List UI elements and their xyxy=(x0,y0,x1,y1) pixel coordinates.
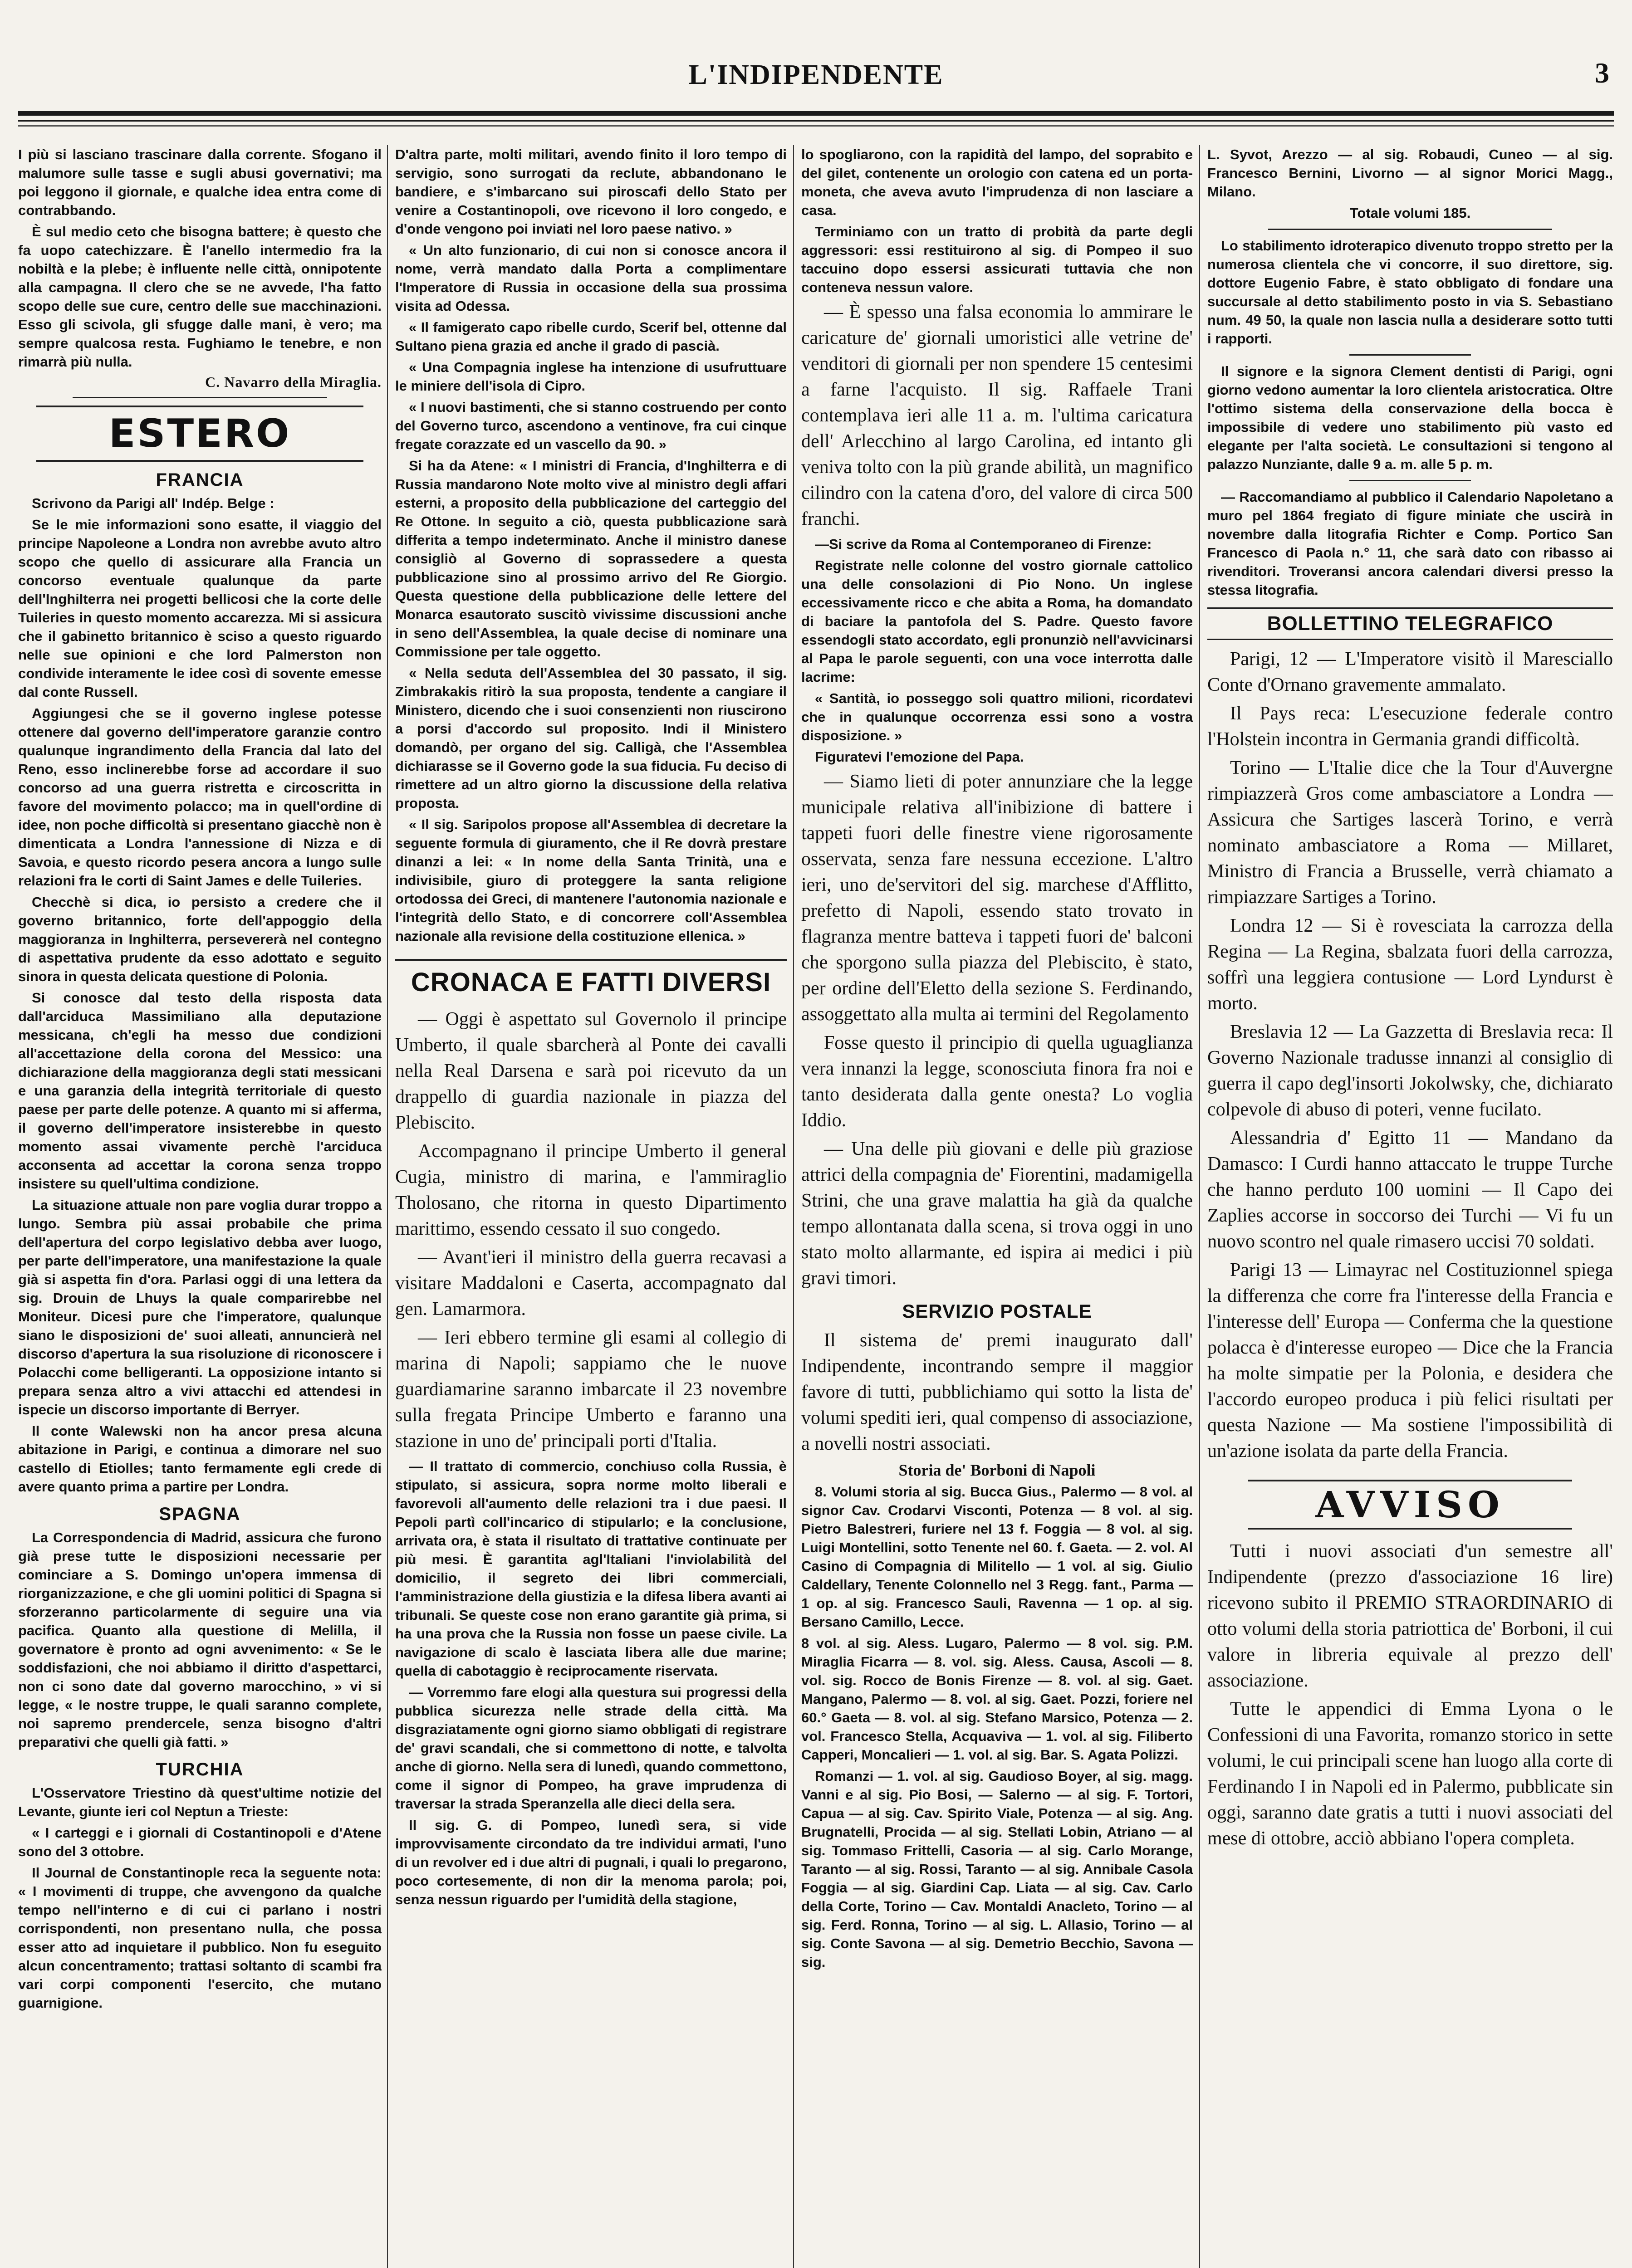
news-item: — È spesso una falsa economia lo ammirare le caricature de' giornali umoristici alle vetrine de' venditori di giornali per non spendere 15 centesimi a farne l'acquisto. Il sig. Raffaele Trani contemplava ieri alle 11 a. m. l'ultima caricatura dell' Arlecchino al largo Carolina, ed intanto gli veniva tolto con la più grande abilità, un magnifico cilindro con la catena d'oro, del valore di circa 500 franchi. xyxy=(801,302,1193,529)
article-paragraph: Il Journal de Constantinople reca la seguente nota: « I movimenti di truppe, che avvengono da qualche tempo nell'interno e di cui ci parlano i nostri corrispondenti, non presentano nulla, che possa esser atto ad inquietare il pubblico. Non fu eseguito alcun concentramento; trattasi soltanto di scambi fra vari corpi componenti l'esercito, che mutano guarnigione. xyxy=(18,1865,382,2011)
section-title-servizio-postale: SERVIZIO POSTALE xyxy=(902,1300,1092,1322)
article-paragraph: L'Osservatore Triestino dà quest'ultime notizie del Levante, giunte ieri col Neptun a Trieste: xyxy=(18,1785,382,1819)
column-2 xyxy=(388,145,794,2268)
article-paragraph: Checchè si dica, io persisto a credere che il governo britannico, forte dell'appoggio della maggioranza in Inghilterra, persevererà nel contegno di aspettativa prudente da esso adottato e seguito sinora in questa delicata questione di Polonia. xyxy=(18,894,382,984)
article-paragraph: « Il sig. Saripolos propose all'Assemblea di decretare la seguente formula di giuramento, che il Re dovrà prestare dinanzi a lei: « In nome della Santa Trinità, una e indivisibile, giuro di proteggere la santa religione ortodossa dei Greci, di mantenere l'autonomia nazionale e l'integrità dello Stato, e di concorrere coll'Assemblea nazionale alla revisione della costituzione ellenica. » xyxy=(395,816,787,944)
shipment-list: Romanzi — 1. vol. al sig. Gaudioso Boyer, al sig. magg. Vanni e al sig. Pio Bosi, — Salerno — al sig. F. Tortori, Capua — al sig. Cav. Spirito Viale, Potenza — al sig. Ang. Brugnatelli, Procida — al sig. Stellati Lobin, Atriano — al sig. Tommaso Frittelli, Casoria — al sig. Carlo Morange, Taranto — al sig. Rossi, Taranto — al sig. Annibale Casola Foggia — al sig. Giardini Cap. Liata — al sig. Cav. Carlo della Corte, Torino — Cav. Montaldi Anacleto, Torino — al sig. Ferd. Ronna, Torino — al sig. L. Allasio, Torino — al sig. Conte Savona — al sig. Demetrio Becchio, Savona — sig. xyxy=(801,1768,1193,1970)
page-number: 3 xyxy=(1595,57,1609,89)
section-title-bollettino: BOLLETTINO TELEGRAFICO xyxy=(1207,607,1613,640)
article-paragraph: Aggiungesi che se il governo inglese potesse ottenere dal governo dell'imperatore garanzie contro qualunque ingrandimento della Francia dal lato del Reno, esso inclinerebbe forse ad accordare il suo concorso ad una guerra ristretta e circoscritta in favore del movimento polacco; ma in quell'ordine di idee, non poche difficoltà si presentano giacchè non è dimenticata a Londra l'annessione di Nizza e di Savoia, e questo ricordo pesera ancora a lungo sulle relazioni fra le corti di Saint James e delle Tuileries. xyxy=(18,705,382,889)
news-item: — Oggi è aspettato sul Governolo il principe Umberto, il quale sbarcherà al Ponte dei cavalli nella Real Darsena e sarà poi ricevuto da un drappello di guardia nazionale in piazza del Plebiscito. xyxy=(395,1009,787,1133)
article-paragraph: I più si lasciano trascinare dalla corrente. Sfogano il malumore sulle tasse e sugli abusi governativi; ma poi leggono il giornale, e qualche idea entra come di contrabbando. xyxy=(18,147,382,218)
column-4 xyxy=(1200,145,1613,2268)
notice-paragraph: Lo stabilimento idroterapico divenuto troppo stretto per la numerosa clientela che vi concorre, il suo direttore, sig. dottore Eugenio Fabre, è stato obbligato di fondare una succursale al detto stabilimento posto in via S. Sebastiano num. 49 50, la quale non lascia nulla a desiderare sotto tutti i rapporti. xyxy=(1207,238,1613,347)
article-paragraph: Si conosce dal testo della risposta data dall'arciduca Massimiliano alla deputazione messicana, ch'egli ha messo due condizioni all'accettazione della corona del Messico: una dichiarazione della maggioranza degli stati messicani e una garanzia della integrità territoriale di questo paese per parte delle potenze. A quanto mi si afferma, il governo dell'imperatore insisterebbe in questo momento assai vivamente perchè l'arciduca acconsenta ad accettar la corona senza troppo insistere su quell'ultima condizione. xyxy=(18,990,382,1192)
masthead-rule-thick xyxy=(18,111,1614,116)
article-paragraph: La Correspondencia di Madrid, assicura che furono già prese tutte le disposizioni necessarie per cominciare a S. Domingo un'opera immensa di riorganizzazione, e che gli uomini politici di Spagna si sforzeranno particolarmente di seguire una via pacifica. Quanto alla questione di Melilla, il governatore è pronto ad ogni avvenimento: « Se le soddisfazioni, che noi abbiamo il diritto d'aspettarci, non ci sono date dal governo marocchino, » vi si legge, « le nostre truppe, le quali saranno complete, noi sapremo prendercele, senza bisogno d'altri preparativi che quelli già fatti. » xyxy=(18,1530,382,1750)
notice-paragraph: — Raccomandiamo al pubblico il Calendario Napoletano a muro pel 1864 fregiato di figure miniate che uscirà in novembre dalla litografia Richter e Comp. Portico San Francesco di Paola n.° 11, che sarà dato con ribasso ai rivenditori. Troveransi ancora calendari diversi presso la stessa litografia. xyxy=(1207,489,1613,598)
article-paragraph: Il sig. G. di Pompeo, lunedì sera, si vide improvvisamente circondato da tre individui armati, l'uno di un revolver ed i due altri di pugnali, i quali lo pregarono, poco cortesemente, di non dir la menoma parola; poi, senza nessun riguardo per l'umidità della stagione, xyxy=(395,1817,787,1907)
notice-paragraph: Tutte le appendici di Emma Lyona o le Confessioni di una Favorita, romanzo storico in sette volumi, le cui principali scene han luogo alla corte di Ferdinando I in Napoli ed in Palermo, pubblicate sin oggi, saranno date gratis a tutti i nuovi associati del mese di ottobre, acciò abbiano l'opera completa. xyxy=(1207,1699,1613,1849)
article-paragraph: « Santità, io posseggo soli quattro milioni, ricordatevi che in qualunque occorrenza essi sono a vostra disposizione. » xyxy=(801,690,1193,743)
newspaper-title: L'INDIPENDENTE xyxy=(688,59,944,90)
notice-paragraph: Il signore e la signora Clement dentisti di Parigi, ogni giorno vedono aumentar la loro clientela aristocratica. Oltre l'ottimo sistema della conservazione della bocca è impossibile di vedere uno stabilimento più vasto ed elegante per l'alta società. Le consultazioni si tengono al palazzo Nunziante, dalle 9 a. m. alle 5 p. m. xyxy=(1207,363,1613,472)
column-1 xyxy=(18,145,388,2268)
article-paragraph: « I nuovi bastimenti, che si stanno costruendo per conto del Governo turco, ascendono a ventinove, fra cui cinque fregate corazzate ed un vascello da 90. » xyxy=(395,399,787,452)
notice-paragraph: Tutti i nuovi associati d'un semestre all' Indipendente (prezzo d'associazione 16 lire) ricevono subito il PREMIO STRAORDINARIO di otto volumi della storia patriottica de' Borboni, il cui valore in libreria equivale al prezzo dell' associazione. xyxy=(1207,1541,1613,1691)
section-title-estero: ESTERO xyxy=(36,406,363,462)
news-item: — Siamo lieti di poter annunziare che la legge municipale relativa all'inibizione di battere i tappeti fuori delle finestre viene rigorosamente osservata, senza fare nessuna eccezione. L'altro ieri, uno de'servitori del sig. marchese d'Afflitto, prefetto di Napoli, essendo stato trovato in flagranza mentre batteva i tappeti fuori de' balconi che sporgono sulla piazza del Plebiscito, è stato, per ordine dell'Eletto della sezione S. Ferdinando, assoggettato alla multa ai termini del Regolamento xyxy=(801,771,1193,1025)
article-paragraph: « Una Compagnia inglese ha intenzione di usufruttuare le miniere dell'isola di Cipro. xyxy=(395,359,787,394)
shipment-list: 8. Volumi storia al sig. Bucca Gius., Palermo — 8 vol. al signor Cav. Crodarvi Visconti, Potenza — 8 vol. al sig. Pietro Balestreri, furiere nel 13 f. Foggia — 8 vol. al sig. Luigi Montellini, sotto Tenente nel 60. f. Gaeta. — 2. vol. Al Casino di Compagnia di Militello — 1 vol. al sig. Giulio Caldellary, Tenente Colonnello nel 3 Regg. fant., Parma — 1 op. al sig. Francesco Sauli, Ravenna — 1 op. al sig. Bersano Camillo, Lecce. xyxy=(801,1484,1193,1630)
article-paragraph: lo spogliarono, con la rapidità del lampo, del soprabito e del gilet, contenente un orologio con catena ed un porta-moneta, che aveva avuto l'imprudenza di non lasciare a casa. xyxy=(801,147,1193,218)
article-paragraph: — Il trattato di commercio, conchiuso colla Russia, è stipulato, si assicura, sopra norme molto liberali e favorevoli all'aumento delle relazioni tra i due paesi. Il Pepoli partì coll'incarico di stipularlo; e la conclusione, arrivata ora, è stata il risultato di trattative continuate per più mesi. È garantita agl'Italiani l'inviolabilità del domicilio, il segreto dei libri commerciali, l'amministrazione della giustizia e la difesa libera avanti ai tribunali. Se queste cose non erano garantite già prima, si ha una prova che la Russia non fosse un paese civile. La navigazione di scalo è lasciata libera alle due marine; quella di cabotaggio è reciprocamente riservata. xyxy=(395,1458,787,1679)
subsection-title-francia: FRANCIA xyxy=(156,470,244,490)
article-paragraph: Il conte Walewski non ha ancor presa alcuna abitazione in Parigi, e continua a dimorare nel suo castello di Etiolles; tanto fermamente egli crede di avere quanto prima a partire per Londra. xyxy=(18,1423,382,1495)
shipment-list: L. Syvot, Arezzo — al sig. Robaudi, Cuneo — al sig. Francesco Bernini, Livorno — al signor Morici Magg., Milano. xyxy=(1207,147,1613,200)
shipment-list: 8 vol. al sig. Aless. Lugaro, Palermo — 8 vol. sig. P.M. Miraglia Ficarra — 8. vol. sig. Aless. Causa, Ascoli — 8. vol. sig. Rocco de Bonis Firenze — 8. vol. al sig. Gaet. Mangano, Palermo — 8. vol. al sig. Gaet. Pozzi, foriere nel 60.° Gaeta — 8. vol. al sig. Stefano Marsico, Potenza — 2. vol. Francesco Stella, Acquaviva — 1. vol. al sig. Filiberto Capperi, Moncalieri — 1. vol. al sig. Bar. S. Agata Polizzi. xyxy=(801,1635,1193,1763)
article-paragraph: Si ha da Atene: « I ministri di Francia, d'Inghilterra e di Russia mandarono Note molto vive al ministro degli affari esterni, a proposito della pubblicazione del carteggio del Re Ottone. In seguito a ciò, questa pubblicazione sarà differita a tempo indeterminato. Anche il ministro danese consigliò al Governo di soprassedere a questa pubblicazione sino al prossimo arrivo del Re Giorgio. Questa questione della pubblicazione delle lettere del Monarca esautorato suscitò vivissime discussioni anche in seno dell'Assemblea, la quale decise di nominare una Commissione per tale oggetto. xyxy=(395,458,787,660)
article-paragraph: Se le mie informazioni sono esatte, il viaggio del principe Napoleone a Londra non avrebbe avuto altro scopo che quello di assicurare alla Francia un concorso eventuale qualunque da parte dell'Inghilterra nei progetti bellicosi che la corte delle Tuileries in questo momento accarezza. Mi si assicura che il gabinetto britannico è sciso a questo riguardo nelle sue opinioni e che lord Palmerston non condivide interamente le idee così di sovente emesse dal conte Russell. xyxy=(18,517,382,700)
subsection-title-spagna: SPAGNA xyxy=(159,1504,241,1524)
news-item: — Avant'ieri il ministro della guerra recavasi a visitare Maddaloni e Caserta, accompagnato dal gen. Lamarmora. xyxy=(395,1247,787,1320)
telegram-item: Breslavia 12 — La Gazzetta di Breslavia reca: Il Governo Nazionale tradusse innanzi al consiglio di guerra il capo degl'insorti Jokolwsky, che, dichiarato colpevole di abuso di poteri, venne fucilato. xyxy=(1207,1022,1613,1120)
subsection-title-turchia: TURCHIA xyxy=(156,1760,244,1779)
article-paragraph: Figuratevi l'emozione del Papa. xyxy=(815,749,1024,765)
telegram-item: Torino — L'Italie dice che la Tour d'Auvergne rimpiazzerà Gros come ambasciatore a Londra — Assicura che Sartiges lascerà Torino, e verrà nominato ambasciatore a Roma — Millaret, Ministro di Francia a Brusselle, verrà chiamato a rimpiazzare Sartiges a Torino. xyxy=(1207,758,1613,908)
telegram-item: Parigi 13 — Limayrac nel Costituzionnel spiega la differenza che corre fra l'interesse della Francia e l'interesse dell' Europa — Conferma che la questione polacca è d'interesse europeo — Dice che la Francia ha molte simpatie per la Polonia, e desidera che l'accordo europeo produca i più felici risultati per questa Nazione — Ma sostiene l'impossibilità di un'azione isolata da parte della Francia. xyxy=(1207,1260,1613,1461)
article-paragraph: « I carteggi e i giornali di Costantinopoli e d'Atene sono del 3 ottobre. xyxy=(18,1825,382,1859)
section-divider xyxy=(1349,354,1471,356)
article-signature: C. Navarro della Miraglia. xyxy=(205,374,382,390)
article-paragraph: D'altra parte, molti militari, avendo finito il loro tempo di servigio, sono surrogati da reclute, abbandonano le bandiere, e s'imbarcano sui piroscafi dello Stato per venire a Costantinopoli, ove ricevono il loro congedo, e d'onde vengono poi inviati nel loro paese nativo. » xyxy=(395,147,787,237)
article-paragraph: « Un alto funzionario, di cui non si conosce ancora il nome, verrà mandato dalla Porta a complimentare l'Imperatore di Russia in occasione della sua prossima visita ad Odessa. xyxy=(395,242,787,314)
article-paragraph: —Si scrive da Roma al Contemporaneo di Firenze: xyxy=(815,536,1152,552)
masthead-rule xyxy=(18,120,1614,122)
news-item: Fosse questo il principio di quella uguaglianza vera innanzi la legge, sconosciuta finora fra noi e tanto desiderata dalla gente onesta? Lo voglia Iddio. xyxy=(801,1032,1193,1131)
masthead-rule-thin xyxy=(18,125,1614,127)
telegram-item: Parigi, 12 — L'Imperatore visitò il Maresciallo Conte d'Ornano gravemente ammalato. xyxy=(1207,649,1613,695)
telegram-item: Londra 12 — Si è rovesciata la carrozza della Regina — La Regina, sbalzata fuori della carrozza, soffrì una leggiera contusione — Lord Lyndurst è morto. xyxy=(1207,915,1613,1014)
article-paragraph: La situazione attuale non pare voglia durar troppo a lungo. Sembra più assai probabile che prima dell'apertura del corpo legislativo debba aver luogo, per parte dell'imperatore, una manifestazione la quale già si aspetta fin d'ora. Parlasi oggi di una lettera da sig. Drouin de Lhuys la quale comparirebbe nel Moniteur. Dicesi pure che l'imperatore, qualunque siano le disposizioni de' suoi alleati, annuncierà nel discorso d'apertura la sua risoluzione di riconoscere i Polacchi come belligeranti. La opposizione intanto si prepara senza altro a vivi attacchi ed attendesi in ispecie un discorso importante di Berryer. xyxy=(18,1197,382,1418)
masthead xyxy=(18,50,1614,109)
total-volumes: Totale volumi 185. xyxy=(1349,205,1471,221)
list-heading: Storia de' Borboni di Napoli xyxy=(898,1461,1096,1479)
section-divider xyxy=(73,397,327,398)
article-paragraph: — Vorremmo fare elogi alla questura sui progressi della pubblica sicurezza nelle strade della città. Ma disgraziatamente ogni giorno siamo obbligati di registrare de' gravi scandali, che si commettono di notte, e talvolta anche di giorno. Nella sera di lunedì, quando commettono, come il signor di Pompeo, ha grave imprudenza di traversar la strada Speranzella alle dieci della sera. xyxy=(395,1684,787,1812)
section-title-cronaca: CRONACA E FATTI DIVERSI xyxy=(395,959,787,997)
section-title-avviso: AVVISO xyxy=(1248,1480,1572,1530)
news-item: Accompagnano il principe Umberto il general Cugia, ministro di marina, e l'ammiraglio Tholosano, che ritorna in questo Dipartimento marittimo, essendo cessato il suo congedo. xyxy=(395,1141,787,1239)
section-divider xyxy=(1349,480,1471,481)
article-paragraph: Terminiamo con un tratto di probità da parte degli aggressori: essi restituirono al sig. di Pompeo il suo taccuino dopo essersi assicurati tuttavia che non conteneva nessun valore. xyxy=(801,224,1193,295)
news-item: — Ieri ebbero termine gli esami al collegio di marina di Napoli; sappiamo che le nuove guardiamarine saranno imbarcate il 23 novembre sulla fregata Principe Umberto e faranno una stazione in uno de' principali porti d'Italia. xyxy=(395,1327,787,1452)
section-divider xyxy=(1268,229,1552,230)
news-item: Il sistema de' premi inaugurato dall' Indipendente, incontrando sempre il maggior favore di tutti, pubblichiamo qui sotto la lista de' volumi spediti ieri, qual compenso di associazione, a novelli nostri associati. xyxy=(801,1330,1193,1454)
article-paragraph: « Nella seduta dell'Assemblea del 30 passato, il sig. Zimbrakakis ritirò la sua proposta, tendente a cangiare il Ministero, dicendo che i suoi consenzienti non riuscirono a porsi d'accordo sul proposito. Indi il Ministero domandò, per organo del sig. Calligà, che l'Assemblea dichiarasse se il Governo gode la sua fiducia. Fu deciso di rimettere ad un altro giorno la discussione della relativa proposta. xyxy=(395,665,787,811)
article-paragraph: Registrate nelle colonne del vostro giornale cattolico una delle consolazioni di Pio Nono. Un inglese eccessivamente ricco e che abita a Roma, ha domandato di baciare la pantofola del S. Padre. Questo favore essendogli stato accordato, egli pronunziò nell'avvicinarsi al Papa le parole seguenti, con una voce interrotta dalle lacrime: xyxy=(801,557,1193,685)
news-item: — Una delle più giovani e delle più graziose attrici della compagnia de' Fiorentini, madamigella Strini, che una grave malattia ha già da qualche tempo allontanata dalla scena, si trova oggi in uno stato molto allarmante, ed ispira ai medici i più gravi timori. xyxy=(801,1139,1193,1289)
article-paragraph: « Il famigerato capo ribelle curdo, Scerif bel, ottenne dal Sultano piena grazia ed anche il grado di pascià. xyxy=(395,319,787,354)
article-paragraph: È sul medio ceto che bisogna battere; è questo che fa uopo catechizzare. È l'anello intermedio fra la nobiltà e la plebe; è influente nelle città, onnipotente alla campagna. Il clero che se ne avvede, l'ha fatto scopo delle sue cure, centro delle sue macchinazioni. Esso gli scivola, gli sfugge dalle mani, è vero; ma sempre qualcosa resta. Fughiamo le tenebre, e non rimarrà più nulla. xyxy=(18,224,382,370)
article-paragraph: Scrivono da Parigi all' Indép. Belge : xyxy=(32,495,274,511)
telegram-item: Alessandria d' Egitto 11 — Mandano da Damasco: I Curdi hanno attaccato le truppe Turche che hanno perduto 100 uomini — Il Capo dei Zaplies accorse in soccorso dei Turchi — Vi fu un nuovo scontro nel quale rimasero uccisi 70 soldati. xyxy=(1207,1128,1613,1252)
telegram-item: Il Pays reca: L'esecuzione federale contro l'Holstein incontra in Germania grandi difficoltà. xyxy=(1207,703,1613,750)
column-3 xyxy=(794,145,1200,2268)
